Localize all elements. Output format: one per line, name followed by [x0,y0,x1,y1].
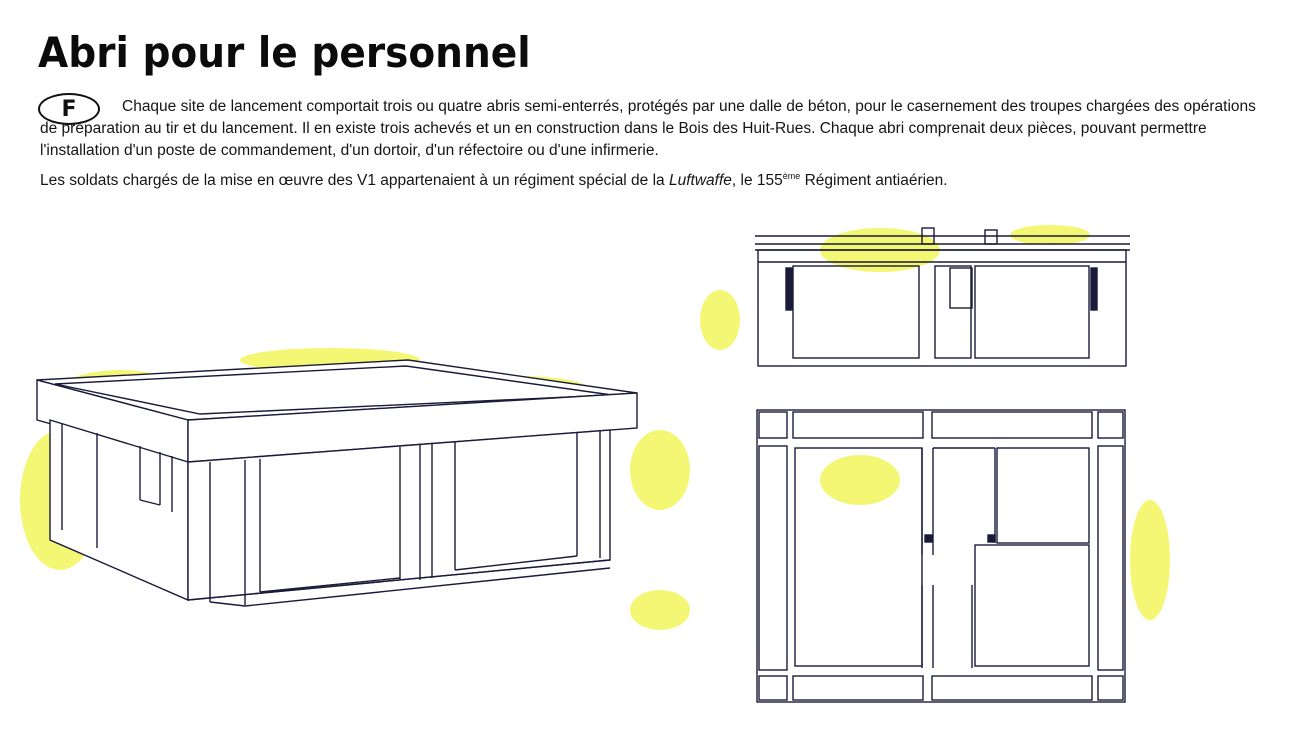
regiment-text-start: Les soldats chargés de la mise en œuvre des V1 appartenaient à un régiment spécial de la [40,172,669,190]
language-badge: F [38,93,100,125]
ordinal-suffix: ème [782,171,801,181]
luftwaffe-text: Luftwaffe [668,172,732,190]
regiment-text-end: Régiment antiaérien. [800,172,948,190]
section-elevation-drawing [755,228,1130,366]
floor-plan-drawing [757,410,1125,702]
regiment-number: , le 155 [731,172,783,190]
page-title: Abri pour le personnel [38,28,531,77]
isometric-shelter-drawing [37,360,637,606]
description-paragraph: Chaque site de lancement comportait trois ou quatre abris semi-enterrés, protégés par une dalle de béton, pour le casernement des troupes chargées des opérations de préparation au tir et du lancement. Il en existe trois achevés et un en construction dans le Bois des Huit-Rues. Chaque abri comprenait deux pièces, pouvant permettre l'installation d'un poste de commandement, d'un dortoir, d'un réfectoire ou d'une infirmerie. [40,98,1256,159]
